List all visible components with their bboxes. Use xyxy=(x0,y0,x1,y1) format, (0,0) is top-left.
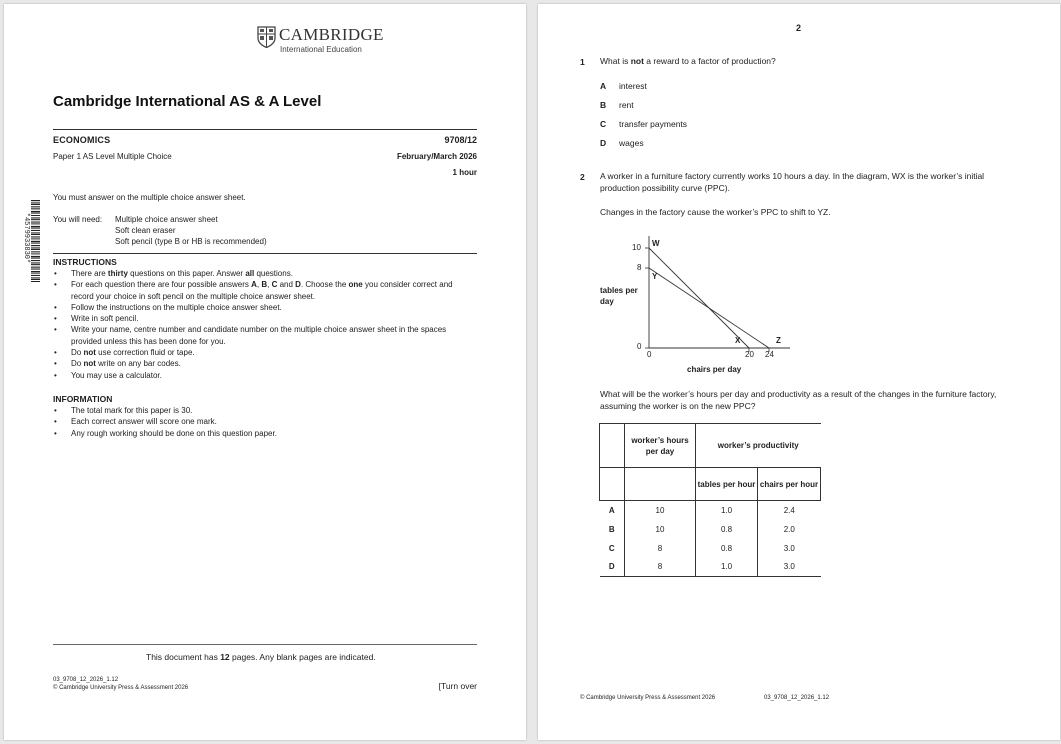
y-tick-label: 0 xyxy=(637,342,642,351)
point-label-z: Z xyxy=(776,336,781,345)
table-cell xyxy=(600,424,625,468)
row-letter: C xyxy=(608,543,615,553)
question-text: Changes in the factory cause the worker’s PPC to shift to YZ. xyxy=(600,207,831,217)
instruction-item: • Do not use correction fluid or tape. xyxy=(53,347,477,358)
ppc-line-wx xyxy=(649,248,749,348)
option-letter: C xyxy=(600,119,607,129)
divider xyxy=(53,129,477,130)
logo-name: CAMBRIDGE xyxy=(279,25,384,44)
information-item: • Each correct answer will score one mark. xyxy=(53,416,477,427)
question-number: 1 xyxy=(580,57,585,67)
y-tick-label: 10 xyxy=(632,243,641,252)
subject-name: ECONOMICS xyxy=(53,135,111,145)
row-tables: 0.8 xyxy=(696,539,758,558)
x-axis-label: chairs per day xyxy=(687,365,742,374)
point-label-w: W xyxy=(652,239,660,248)
table-cell xyxy=(625,468,696,501)
instruction-item: • You may use a calculator. xyxy=(53,370,477,381)
header-tables: tables per hour xyxy=(696,468,758,501)
row-hours: 10 xyxy=(625,520,696,539)
question-text: What is not a reward to a factor of production? xyxy=(600,56,776,66)
option-text: transfer payments xyxy=(619,119,688,129)
cambridge-logo xyxy=(257,24,387,58)
option-text: interest xyxy=(619,81,647,91)
header-productivity: worker’s productivity xyxy=(696,424,821,468)
question-text: A worker in a furniture factory currently works 10 hours a day. In the diagram, WX is the worker’s initial production possibility curve (PPC). xyxy=(600,171,985,193)
instructions-list xyxy=(53,268,477,381)
header-chairs: chairs per hour xyxy=(758,468,821,501)
logo-subtitle: International Education xyxy=(280,45,362,54)
row-chairs: 2.4 xyxy=(783,505,795,515)
point-label-x: X xyxy=(735,336,741,345)
need-label: You will need: xyxy=(53,215,103,224)
x-tick-label: 0 xyxy=(647,350,652,359)
paper-code: 9708/12 xyxy=(444,135,477,145)
y-tick-label: 8 xyxy=(637,263,642,272)
point-label-y: Y xyxy=(652,272,658,281)
x-tick-label: 20 xyxy=(745,350,754,359)
table-row xyxy=(600,501,821,520)
table-row xyxy=(600,558,821,577)
row-chairs: 3.0 xyxy=(758,558,821,577)
barcode xyxy=(21,200,41,282)
instruction-item: • There are thirty questions on this paper. Answer all questions. xyxy=(53,268,477,279)
need-item: Soft pencil (type B or HB is recommended) xyxy=(115,237,267,246)
question-page xyxy=(538,4,1060,740)
document-reference: 03_9708_12_2026_1.12 xyxy=(764,695,830,701)
copyright: © Cambridge University Press & Assessment 2026 xyxy=(53,685,189,691)
ppc-diagram xyxy=(598,232,798,377)
barcode-number: *4579933830* xyxy=(22,212,30,264)
question-text: What will be the worker’s hours per day and productivity as a result of the changes in the furniture factory, assuming the worker is on the new PPC? xyxy=(600,389,997,411)
option-letter: D xyxy=(600,138,607,148)
table-cell xyxy=(600,468,625,501)
exam-duration: 1 hour xyxy=(452,168,477,177)
row-chairs: 2.0 xyxy=(783,524,795,534)
ppc-line-yz xyxy=(649,268,769,348)
row-tables: 1.0 xyxy=(696,501,758,520)
instruction-item: • Write your name, centre number and candidate number on the multiple choice answer sheet in the spaces provided unless this has been done for you. xyxy=(53,324,477,347)
instructions-heading: INSTRUCTIONS xyxy=(53,257,117,267)
qualification-title: Cambridge International AS & A Level xyxy=(53,93,322,110)
information-heading: INFORMATION xyxy=(53,394,113,404)
option-letter: A xyxy=(600,81,607,91)
row-hours: 8 xyxy=(625,558,696,577)
need-item: Multiple choice answer sheet xyxy=(115,215,218,224)
copyright: © Cambridge University Press & Assessment 2026 xyxy=(580,695,716,701)
table-row xyxy=(600,539,821,558)
shield-icon xyxy=(257,26,276,48)
answer-table xyxy=(599,423,821,577)
table-row xyxy=(600,520,821,539)
header-hours: worker’s hours per day xyxy=(625,424,696,468)
row-tables: 0.8 xyxy=(696,520,758,539)
row-letter: B xyxy=(608,524,615,534)
x-tick-label: 24 xyxy=(765,350,774,359)
instruction-item: • Write in soft pencil. xyxy=(53,313,477,324)
row-letter: D xyxy=(600,558,625,577)
answer-sheet-note: You must answer on the multiple choice answer sheet. xyxy=(53,193,246,202)
option-text: rent xyxy=(619,100,634,110)
row-letter: A xyxy=(608,505,615,515)
information-item: • Any rough working should be done on this question paper. xyxy=(53,428,477,439)
row-hours: 10 xyxy=(625,501,696,520)
exam-session: February/March 2026 xyxy=(396,152,477,161)
information-item: • The total mark for this paper is 30. xyxy=(53,405,477,416)
question-number: 2 xyxy=(580,172,585,182)
information-list xyxy=(53,405,477,439)
instruction-item: • Follow the instructions on the multiple choice answer sheet. xyxy=(53,302,477,313)
instruction-item: • Do not write on any bar codes. xyxy=(53,358,477,369)
paper-name: Paper 1 AS Level Multiple Choice xyxy=(53,152,172,161)
page-number: 2 xyxy=(796,23,802,33)
row-hours: 8 xyxy=(625,539,696,558)
document-reference: 03_9708_12_2026_1.12 xyxy=(53,677,119,683)
option-text: wages xyxy=(619,138,644,148)
divider xyxy=(53,644,477,645)
cover-page xyxy=(4,4,526,740)
instruction-item: • For each question there are four possible answers A, B, C and D. Choose the one you consider correct and record your choice in soft pencil on the multiple choice answer sheet. xyxy=(53,279,477,302)
row-chairs: 3.0 xyxy=(783,543,795,553)
option-letter: B xyxy=(600,100,607,110)
turn-over: [Turn over xyxy=(438,681,477,691)
row-tables: 1.0 xyxy=(696,558,758,577)
pages-note: This document has 12 pages. Any blank pages are indicated. xyxy=(146,652,376,662)
need-item: Soft clean eraser xyxy=(115,226,176,235)
divider xyxy=(53,253,477,254)
y-axis-label: tables per day xyxy=(600,286,638,306)
